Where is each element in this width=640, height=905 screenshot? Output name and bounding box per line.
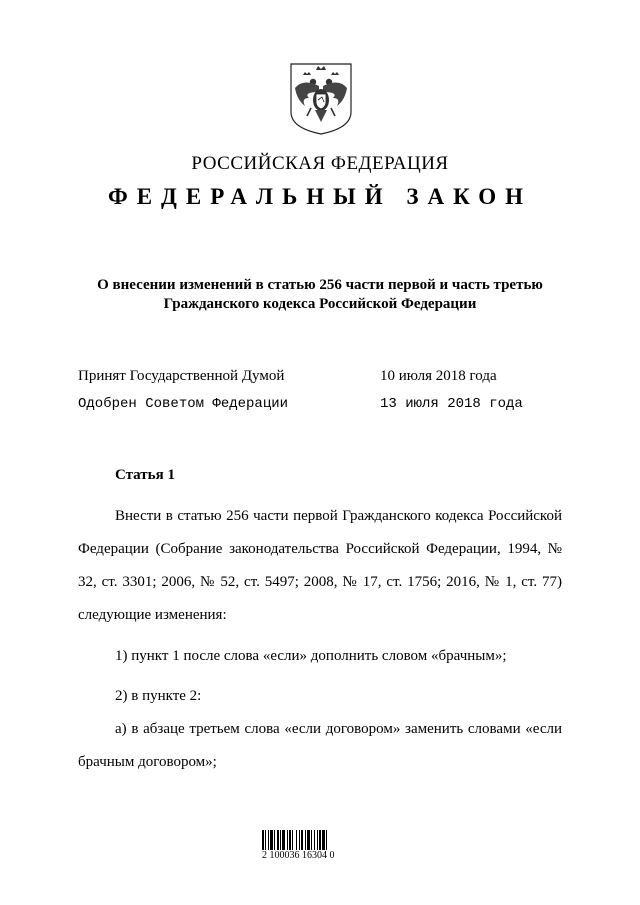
barcode-bar [277,830,279,850]
barcode-bar [317,830,318,850]
barcode-bar [282,830,285,850]
barcode-bar [311,830,312,850]
law-title-line-2: Гражданского кодекса Российской Федерации [163,296,477,312]
article-heading: Статья 1 [115,467,175,483]
law-title [60,276,580,314]
barcode-bar [301,830,303,850]
document-type: ФЕДЕРАЛЬНЫЙ ЗАКОН [107,184,533,209]
barcode-bar [314,830,315,850]
article-intro-paragraph: Внести в статью 256 части первой Гражданского кодекса Российской Федерации (Собрание законодательства Российской Федерации, 1994, № 32, ст. 3301; 2006, № 52, ст. 5497; 2008, № 17, ст. 1756; 2016, № 1, ст. 77) следующие изменения: [78,508,562,623]
barcode-bar [289,830,291,850]
barcode-bar [262,830,264,850]
barcode-bar [268,830,269,850]
barcode-bar [292,830,293,850]
barcode-bar [265,830,266,850]
law-title-line-1: О внесении изменений в статью 256 части первой и часть третью [97,277,543,293]
barcode-bar [305,830,306,850]
council-approval-date: 13 июля 2018 года [380,396,523,412]
barcode-bar [287,830,288,850]
article-item-1: 1) пункт 1 после слова «если» дополнить словом «брачным»; [115,648,507,664]
barcode-bar [326,830,327,850]
barcode-bar [299,830,300,850]
article-item-3: а) в абзаце третьем слова «если договором» заменить словами «если брачным договором»; [78,721,562,770]
country-name: РОССИЙСКАЯ ФЕДЕРАЦИЯ [191,153,449,174]
barcode-bar [274,830,275,850]
article-item-2: 2) в пункте 2: [115,688,202,704]
barcode-bar [307,830,310,850]
barcode-bar [319,830,321,850]
barcode-number: 2 100036 16304 0 [262,850,335,861]
barcode-bar [322,830,325,850]
russian-coat-of-arms-icon [289,62,353,136]
barcode-bar [280,830,281,850]
barcode-bar [296,830,297,850]
council-approval-label: Одобрен Советом Федерации [78,396,289,412]
duma-adoption-date: 10 июля 2018 года [380,368,497,384]
barcode-bar [270,830,273,850]
duma-adoption-label: Принят Государственной Думой [78,368,285,384]
